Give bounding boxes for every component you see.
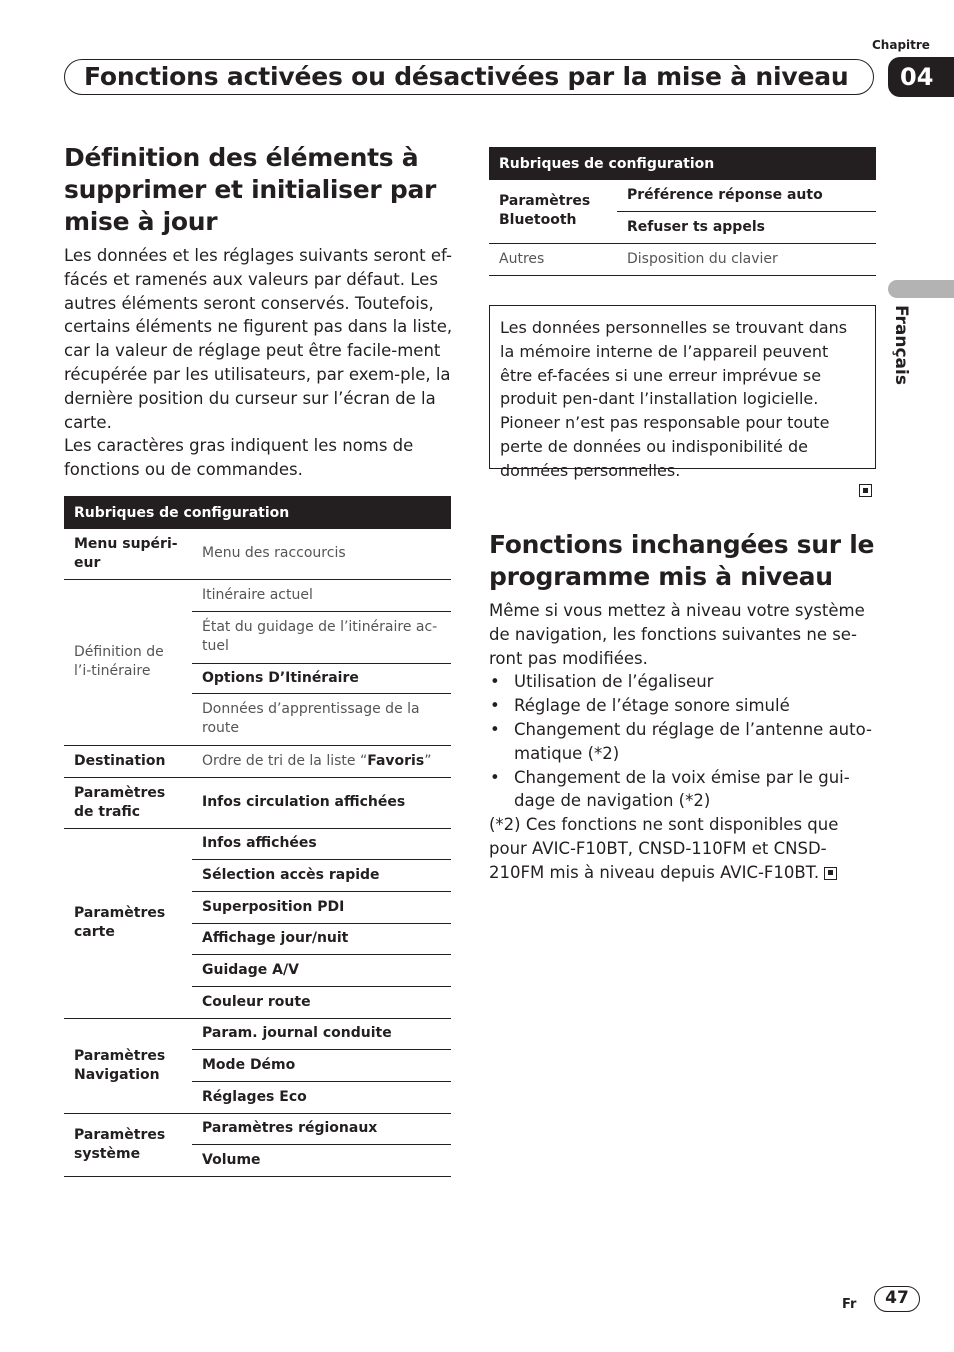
table-cell: Param. journal conduite: [192, 1018, 451, 1049]
table-cell: Couleur route: [192, 986, 451, 1018]
table-cell: Itinéraire actuel: [192, 579, 451, 611]
footnote-text: (*2) Ces fonctions ne sont disponibles que pour AVIC-F10BT, CNSD-110FM et CNSD-210FM mis à niveau depuis AVIC-F10BT.: [489, 815, 839, 882]
list-item: • Réglage de l’étage sonore simulé: [489, 694, 875, 718]
bluetooth-table: [489, 147, 876, 276]
table-cell: Infos affichées: [192, 828, 451, 859]
table-cell: Disposition du clavier: [617, 243, 876, 275]
table-cell-text: ”: [424, 752, 432, 769]
list-item: • Changement du réglage de l’antenne auto-matique (*2): [489, 718, 875, 766]
page-number: 47: [874, 1286, 920, 1312]
section-title-unchanged: Fonctions inchangées sur le programme mis à niveau: [489, 530, 875, 591]
table-cell: Volume: [192, 1144, 451, 1176]
footer-language: Fr: [842, 1297, 857, 1312]
chapter-number-badge: 04: [888, 57, 954, 97]
table-cell: État du guidage de l’itinéraire ac-tuel: [192, 611, 451, 663]
table-group-label: Paramètres Bluetooth: [489, 180, 617, 243]
footnote: [489, 813, 875, 884]
paragraph: Même si vous mettez à niveau votre système de navigation, les fonctions suivantes ne se-ront pas modifiées.: [489, 601, 865, 668]
list-item: • Changement de la voix émise par le gui-dage de navigation (*2): [489, 766, 875, 814]
section-body-unchanged: [489, 599, 875, 885]
table-cell: [192, 745, 451, 777]
table-cell: Superposition PDI: [192, 891, 451, 923]
list-item: • Utilisation de l’égaliseur: [489, 670, 875, 694]
bullet-list: [489, 670, 875, 813]
table-cell: Réglages Eco: [192, 1081, 451, 1113]
table-group-label: Autres: [489, 243, 617, 275]
table-cell: Préférence réponse auto: [617, 180, 876, 211]
table-cell: Données d’apprentissage de la route: [192, 693, 451, 745]
language-tab: [889, 305, 933, 405]
table-cell: Sélection accès rapide: [192, 859, 451, 891]
table-group-label: Paramètres carte: [64, 828, 192, 1018]
end-mark-icon: [824, 867, 837, 880]
table-header: Rubriques de configuration: [64, 496, 451, 529]
table-group-label: Paramètres Navigation: [64, 1018, 192, 1113]
table-cell: Refuser ts appels: [617, 211, 876, 243]
table-cell: Mode Démo: [192, 1049, 451, 1081]
chapter-title: Fonctions activées ou désactivées par la mise à niveau: [84, 62, 849, 91]
language-tab-marker: [888, 280, 954, 298]
section-title-reset-items: Définition des éléments à supprimer et initialiser par mise à jour: [64, 143, 437, 236]
table-cell: Infos circulation affichées: [192, 777, 451, 828]
paragraph: Les caractères gras indiquent les noms de fonctions ou de commandes.: [64, 436, 414, 480]
table-group-label: Destination: [64, 745, 192, 777]
table-group-label: Paramètres de trafic: [64, 777, 192, 828]
chapter-label: Chapitre: [872, 38, 930, 52]
table-header: Rubriques de configuration: [489, 147, 876, 180]
table-cell: Guidage A/V: [192, 954, 451, 986]
table-group-label: Menu supéri-eur: [64, 529, 192, 579]
table-cell-text: Ordre de tri de la liste “: [202, 752, 368, 769]
table-cell: Options D’Itinéraire: [192, 663, 451, 693]
table-cell-bold: Favoris: [367, 752, 425, 769]
table-group-label: Définition de l’i-tinéraire: [64, 579, 192, 745]
end-mark-icon: [859, 480, 872, 499]
table-group-label: Paramètres système: [64, 1113, 192, 1176]
paragraph: Les données et les réglages suivants seront ef-fácés et ramenés aux valeurs par défaut. Les autres éléments seront conservés. Toutefois, certains éléments ne figurent pas dans la liste, car la valeur de réglage peut être facile-ment récupérée par les utilisateurs, par exem-ple, la dernière position du curseur sur l’écran de la carte.: [64, 246, 453, 432]
language-label: Français: [891, 305, 911, 385]
section-body-reset-items: [64, 244, 456, 482]
table-cell: Paramètres régionaux: [192, 1113, 451, 1144]
reset-items-table: [64, 496, 451, 1177]
note-box: Les données personnelles se trouvant dans la mémoire interne de l’appareil peuvent être ef-facées si une erreur imprévue se produit pen-dant l’installation logicielle. Pioneer n’est pas responsable pour toute perte de données ou indisponibilité de données personnelles.: [489, 305, 876, 469]
table-cell: Affichage jour/nuit: [192, 923, 451, 954]
table-cell: Menu des raccourcis: [192, 529, 451, 579]
